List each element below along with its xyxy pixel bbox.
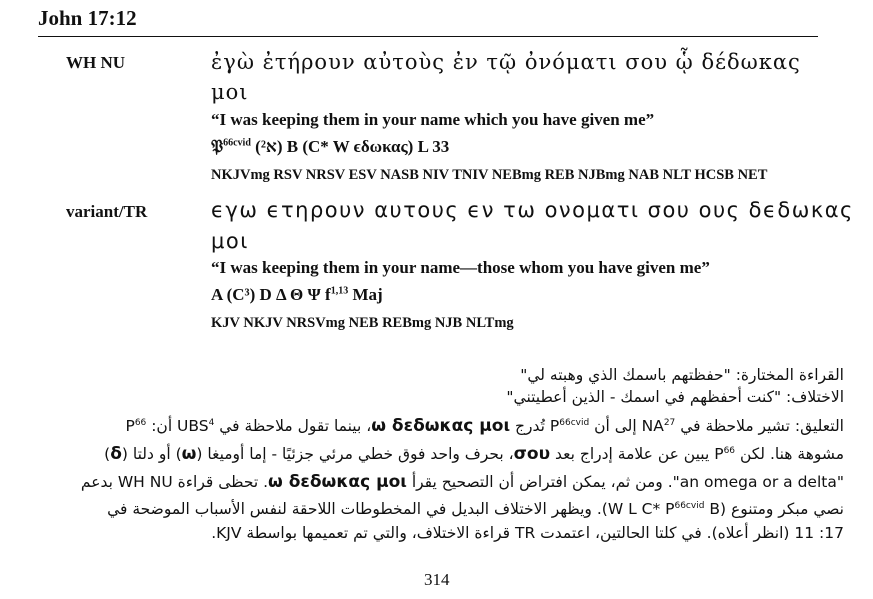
c2-c: ، بحرف واحد فوق خطي مرئي جزئيًا - إما أوميغا ( [196,445,514,463]
arabic-preferred-reading: القراءة المختارة: "حفظتهم باسمك الذي وهبته لي" [520,366,844,384]
c1-a: التعليق: تشير ملاحظة في NA [641,417,844,435]
arabic-variant-reading: الاختلاف: "كنت أحفظهم في اسمك - الذين أعطيتني" [506,388,844,406]
c3-greek: ω δεδωκας μοι [268,472,407,492]
c3-a: "an omega or a delta". ومن ثم، يمكن افتراض أن التصحيح يقرأ [406,473,844,491]
arabic-comment-line1 [125,416,844,436]
c4-a: نصي مبكر ومتنوع (W L C* P [607,500,844,518]
c1-sup2: 66cvid [559,417,590,428]
reading-mss-part2: (א²) B (C* W ϵδωκας) L 33 [250,137,450,156]
c2-a: مشوهة هنا. لكن P [714,445,844,463]
c1-sup1: 27 [663,417,676,428]
variant-manuscripts [211,285,383,305]
reading-mss-part1: 𝔓 [211,137,224,156]
c2-d: ) أو دلتا ( [121,445,182,463]
reading-siglum: WH NU [66,53,126,72]
reading-manuscripts [211,137,449,157]
c2-greek1: σου [513,444,551,464]
reading-mss-sup: 66cvid [223,137,251,149]
variant-greek-line2: μοι [211,229,249,253]
variant-mss-part2: Maj [348,285,383,304]
c2-greek3: δ [110,444,122,464]
c3-b: . تحظى قراءة WH NU بدعم [80,473,269,491]
arabic-comment-line4 [107,500,844,518]
c1-d: ، بينما تقول ملاحظة في UBS [177,417,372,435]
c1-c: تُدرج [510,417,550,435]
arabic-comment-line3 [81,472,844,492]
c2-sup: 66 [723,445,736,456]
variant-greek-line1: ϵγω ϵτηρουν αυτους ϵν τω ονοματι σου ους δϵδωκας [211,198,854,222]
c1-sup3: 4 [208,417,215,428]
variant-mss-sup: 1,13 [330,285,349,297]
c1-e: أن: P [125,417,178,435]
variant-mss-part1: A (C³) D Δ Θ Ψ f [211,285,331,304]
reading-translation: “I was keeping them in your name which you have given me” [211,110,655,129]
reading-greek-line2: μοι [211,80,249,104]
c1-b: إلى أن P [549,417,642,435]
header-rule [38,36,818,37]
variant-siglum: variant/TR [66,202,148,221]
c2-b: يبين عن علامة إدراج بعد [550,445,715,463]
arabic-comment-line2 [104,444,844,464]
c2-greek2: ω [181,444,197,464]
c4-sup: 66cvid [674,500,705,511]
reading-greek-line1: ἐγὼ ἐτήρουν αὐτοὺς ἐν τῷ ὀνόματι σου ᾧ δέδωκας [211,50,801,74]
c4-b: B). ويظهر الاختلاف البديل في المخطوطات اللاحقة لنفس الأسباب الموضحة في [107,500,720,518]
variant-translation: “I was keeping them in your name—those whom you have given me” [211,258,710,277]
c1-sup4: 66 [134,417,147,428]
c1-greek: ω δεδωκας μοι [371,416,511,436]
arabic-comment-line5: 17: 11 (انظر أعلاه). في كلتا الحالتين، اعتمدت TR قراءة الاختلاف، والتي تم تعميمها بواسطة KJV. [211,524,844,542]
reading-versions: NKJVmg RSV NRSV ESV NASB NIV TNIV NEBmg REB NJBmg NAB NLT HCSB NET [211,167,768,183]
page-number: 314 [424,570,450,589]
passage-reference: John 17:12 [38,6,137,30]
variant-versions: KJV NKJV NRSVmg NEB REBmg NJB NLTmg [211,315,514,331]
c2-e: ) [104,445,111,463]
